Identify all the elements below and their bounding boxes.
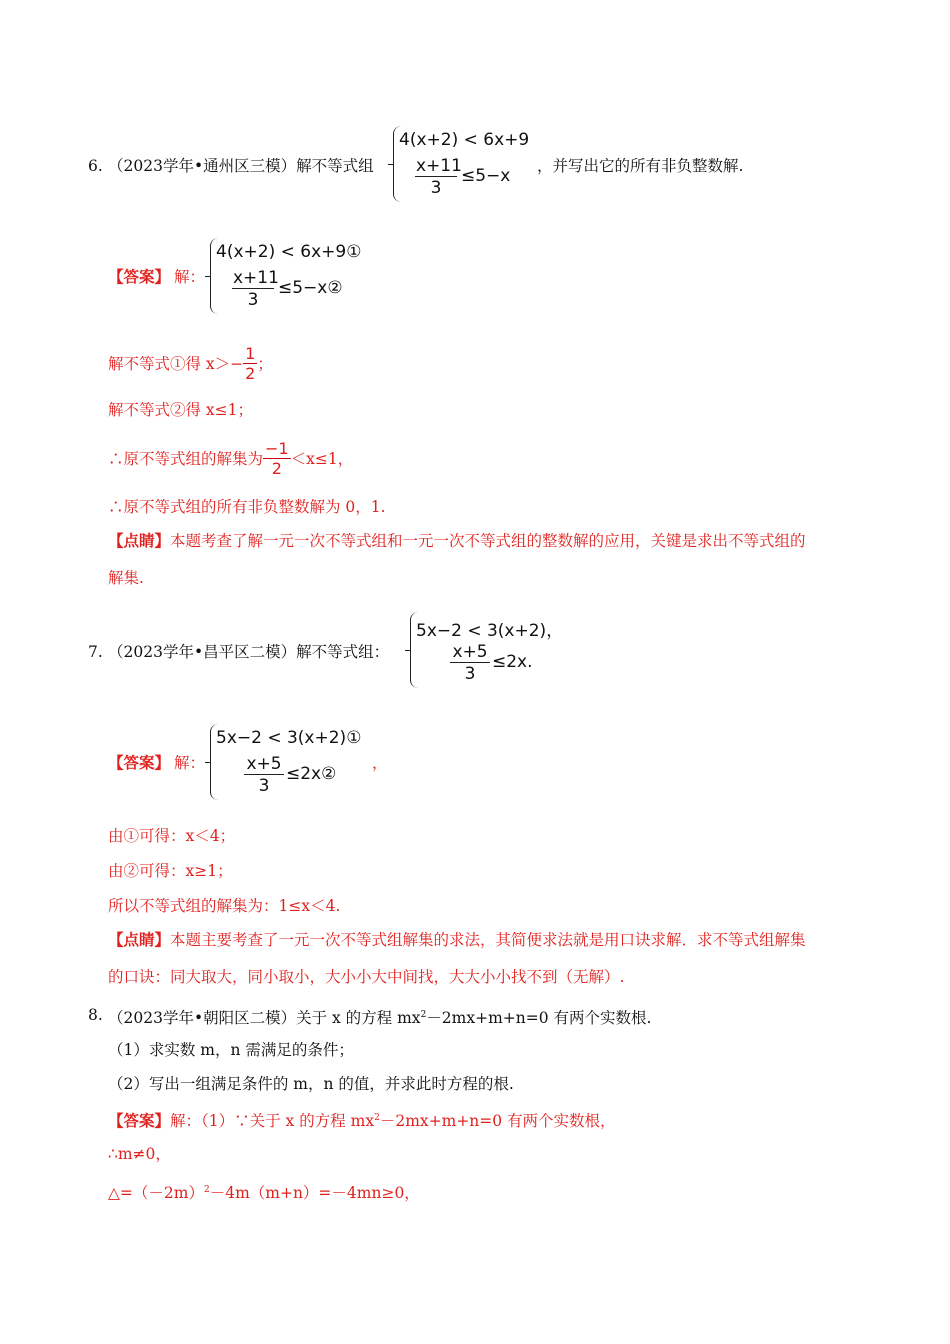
q6-step3-numerator: −1 bbox=[265, 438, 289, 458]
q6-answer-row2-rest: ≤5−x② bbox=[278, 278, 343, 298]
q8-step2-exponent: 2 bbox=[203, 1185, 210, 1195]
q7-comment-line2: 的口诀：同大取大，同小取小，大小小大中间找，大大小小找不到（无解）. bbox=[108, 968, 625, 986]
q8-stem-end: －2mx+m+n=0 有两个实数根. bbox=[426, 1009, 652, 1028]
q6-answer-label: 【答案】 bbox=[108, 267, 171, 286]
q6-number: 6. bbox=[88, 157, 103, 175]
q6-step3-end: ＜x≤1， bbox=[290, 450, 354, 468]
q8-step2-end: －4m（m+n）=－4mn≥0， bbox=[209, 1184, 420, 1203]
q6-tail: ，并写出它的所有非负整数解. bbox=[537, 157, 744, 175]
q8-step2-text: △=（－2m） bbox=[108, 1184, 204, 1203]
q7-system-row2-denominator: 3 bbox=[464, 664, 476, 684]
q8-answer-end: －2mx+m+n=0 有两个实数根， bbox=[379, 1112, 616, 1131]
q7-answer-row1: 5x−2 < 3(x+2)① bbox=[216, 728, 362, 748]
q6-step3-text: ∴原不等式组的解集为 bbox=[108, 450, 264, 468]
q7-answer-intro: 解： bbox=[174, 754, 206, 772]
q6-system-row2-numerator: x+11 bbox=[416, 156, 462, 176]
q6-answer-row1: 4(x+2) < 6x+9① bbox=[216, 242, 362, 262]
q8-number: 8. bbox=[88, 1006, 103, 1024]
q8-part2: （2）写出一组满足条件的 m，n 的值，并求此时方程的根. bbox=[108, 1075, 514, 1093]
q6-step1-denominator: 2 bbox=[245, 363, 256, 383]
q7-system-row2-numerator: x+5 bbox=[450, 642, 490, 663]
q6-inequality-system bbox=[393, 126, 543, 204]
q8-answer-text: 解：（1）∵关于 x 的方程 mx bbox=[170, 1112, 375, 1131]
q7-answer-row2-denominator: 3 bbox=[258, 776, 270, 796]
q7-system-row1: 5x−2 < 3(x+2)， bbox=[416, 621, 564, 641]
q7-comment-text: 本题主要考查了一元一次不等式组解集的求法，其简便求法就是用口诀求解．求不等式组解集 bbox=[170, 931, 806, 949]
q8-stem-text: （2023学年•朝阳区二模）关于 x 的方程 mx bbox=[108, 1009, 421, 1028]
q6-answer-system bbox=[210, 238, 380, 316]
q6-source: （2023学年•通州区三模）解不等式组 bbox=[108, 157, 374, 175]
q7-system-row2-fraction bbox=[450, 642, 490, 685]
q6-answer-intro: 解： bbox=[174, 268, 206, 286]
q6-step3-fraction bbox=[263, 440, 291, 479]
q6-answer-row2-fraction bbox=[232, 268, 279, 311]
q7-step3: 所以不等式组的解集为：1≤x＜4. bbox=[108, 897, 341, 915]
q7-answer-row2-numerator: x+5 bbox=[244, 754, 284, 775]
q6-comment-line1 bbox=[108, 530, 806, 552]
q7-source: （2023学年•昌平区二模）解不等式组： bbox=[108, 643, 390, 661]
q7-answer-row2-rest: ≤2x② bbox=[286, 764, 337, 784]
q6-step1-numerator: 1 bbox=[245, 343, 256, 363]
q6-step4: ∴原不等式组的所有非负整数解为 0，1. bbox=[108, 498, 386, 516]
q7-answer-row2-fraction bbox=[244, 754, 284, 797]
q7-system-row2-rest: ≤2x. bbox=[492, 652, 533, 672]
q6-step3 bbox=[108, 437, 353, 481]
q7-comment-label: 【点睛】 bbox=[108, 930, 171, 949]
q6-comment-text: 本题考查了解一元一次不等式组和一元一次不等式组的整数解的应用，关键是求出不等式组的 bbox=[170, 532, 806, 550]
q8-step2 bbox=[108, 1179, 420, 1204]
q8-part1: （1）求实数 m，n 需满足的条件； bbox=[108, 1041, 354, 1059]
q6-system-row2-denominator: 3 bbox=[430, 178, 442, 198]
q7-answer-tail: ， bbox=[372, 754, 388, 772]
q8-stem bbox=[108, 1004, 651, 1029]
q7-inequality-system bbox=[410, 612, 580, 690]
q7-number: 7. bbox=[88, 643, 103, 661]
q7-comment-line1 bbox=[108, 929, 806, 951]
q8-answer-line bbox=[108, 1107, 616, 1132]
q6-system-row1: 4(x+2) < 6x+9 bbox=[399, 130, 530, 150]
q7-step1: 由①可得：x＜4； bbox=[108, 827, 236, 845]
q6-answer-row2-denominator: 3 bbox=[247, 290, 259, 310]
q6-system-row2-fraction bbox=[415, 156, 462, 199]
q6-comment-label: 【点睛】 bbox=[108, 531, 171, 550]
q8-stem-exponent: 2 bbox=[420, 1010, 427, 1020]
q7-step2: 由②可得：x≥1； bbox=[108, 862, 233, 880]
q6-step1 bbox=[108, 342, 273, 386]
q7-answer-system bbox=[210, 724, 370, 802]
q8-answer-exponent: 2 bbox=[374, 1113, 380, 1123]
q8-answer-label: 【答案】 bbox=[108, 1111, 171, 1131]
q6-answer-row2-numerator: x+11 bbox=[233, 268, 279, 288]
q6-comment-line2: 解集. bbox=[108, 569, 144, 587]
q6-step1-fraction bbox=[243, 345, 257, 384]
q6-step3-denominator: 2 bbox=[271, 458, 282, 478]
q6-step1-text: 解不等式①得 x＞− bbox=[108, 355, 244, 373]
q8-step1: ∴m≠0， bbox=[108, 1145, 171, 1163]
q6-step1-end: ； bbox=[257, 355, 273, 373]
q7-answer-label: 【答案】 bbox=[108, 753, 171, 772]
q6-step2: 解不等式②得 x≤1； bbox=[108, 401, 254, 419]
q6-system-row2-rest: ≤5−x bbox=[461, 166, 511, 186]
